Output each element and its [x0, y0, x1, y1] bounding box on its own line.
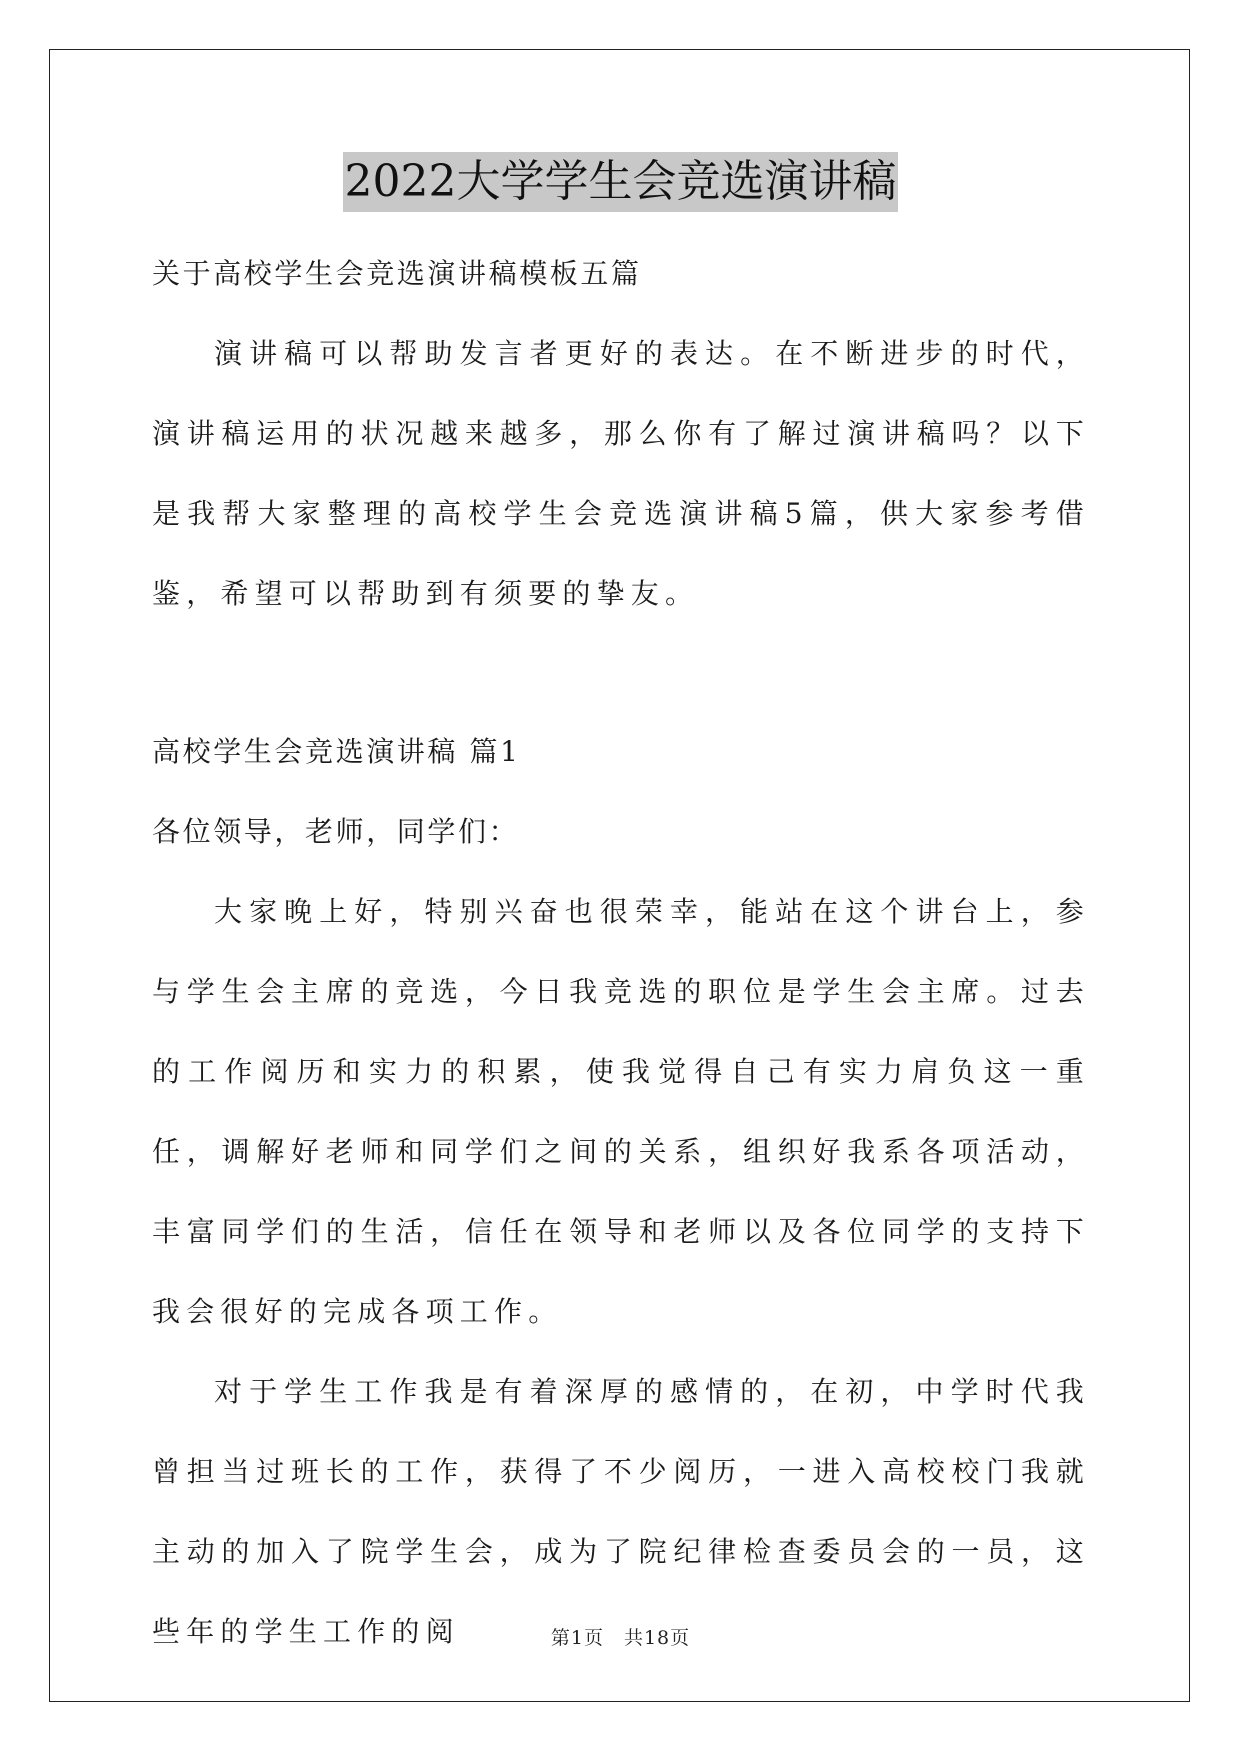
salutation: 各位领导，老师，同学们：	[152, 815, 520, 848]
body-paragraph-2: 对于学生工作我是有着深厚的感情的，在初，中学时代我曾担当过班长的工作，获得了不少阅历，一进入高校校门我就主动的加入了院学生会，成为了院纪律检查委员会的一员，这些年的学生工作的阅	[152, 1375, 1090, 1648]
intro-paragraph: 演讲稿可以帮助发言者更好的表达。在不断进步的时代，演讲稿运用的状况越来越多，那么你有了解过演讲稿吗？以下是我帮大家整理的高校学生会竞选演讲稿5篇，供大家参考借鉴，希望可以帮助到有须要的挚友。	[152, 337, 1090, 610]
body-paragraph-1: 大家晚上好，特别兴奋也很荣幸，能站在这个讲台上，参与学生会主席的竞选，今日我竞选的职位是学生会主席。过去的工作阅历和实力的积累，使我觉得自己有实力肩负这一重任，调解好老师和同学们之间的关系，组织好我系各项活动，丰富同学们的生活，信任在领导和老师以及各位同学的支持下我会很好的完成各项工作。	[152, 895, 1090, 1328]
page-number-footer: 第1页 共18页	[550, 1627, 691, 1649]
section-spacer	[152, 634, 1090, 712]
document-body	[152, 234, 1090, 1672]
section-heading: 高校学生会竞选演讲稿 篇1	[152, 735, 521, 768]
document-title: 2022大学学生会竞选演讲稿	[343, 152, 899, 212]
title-container	[0, 152, 1241, 212]
document-subtitle: 关于高校学生会竞选演讲稿模板五篇	[152, 257, 642, 290]
